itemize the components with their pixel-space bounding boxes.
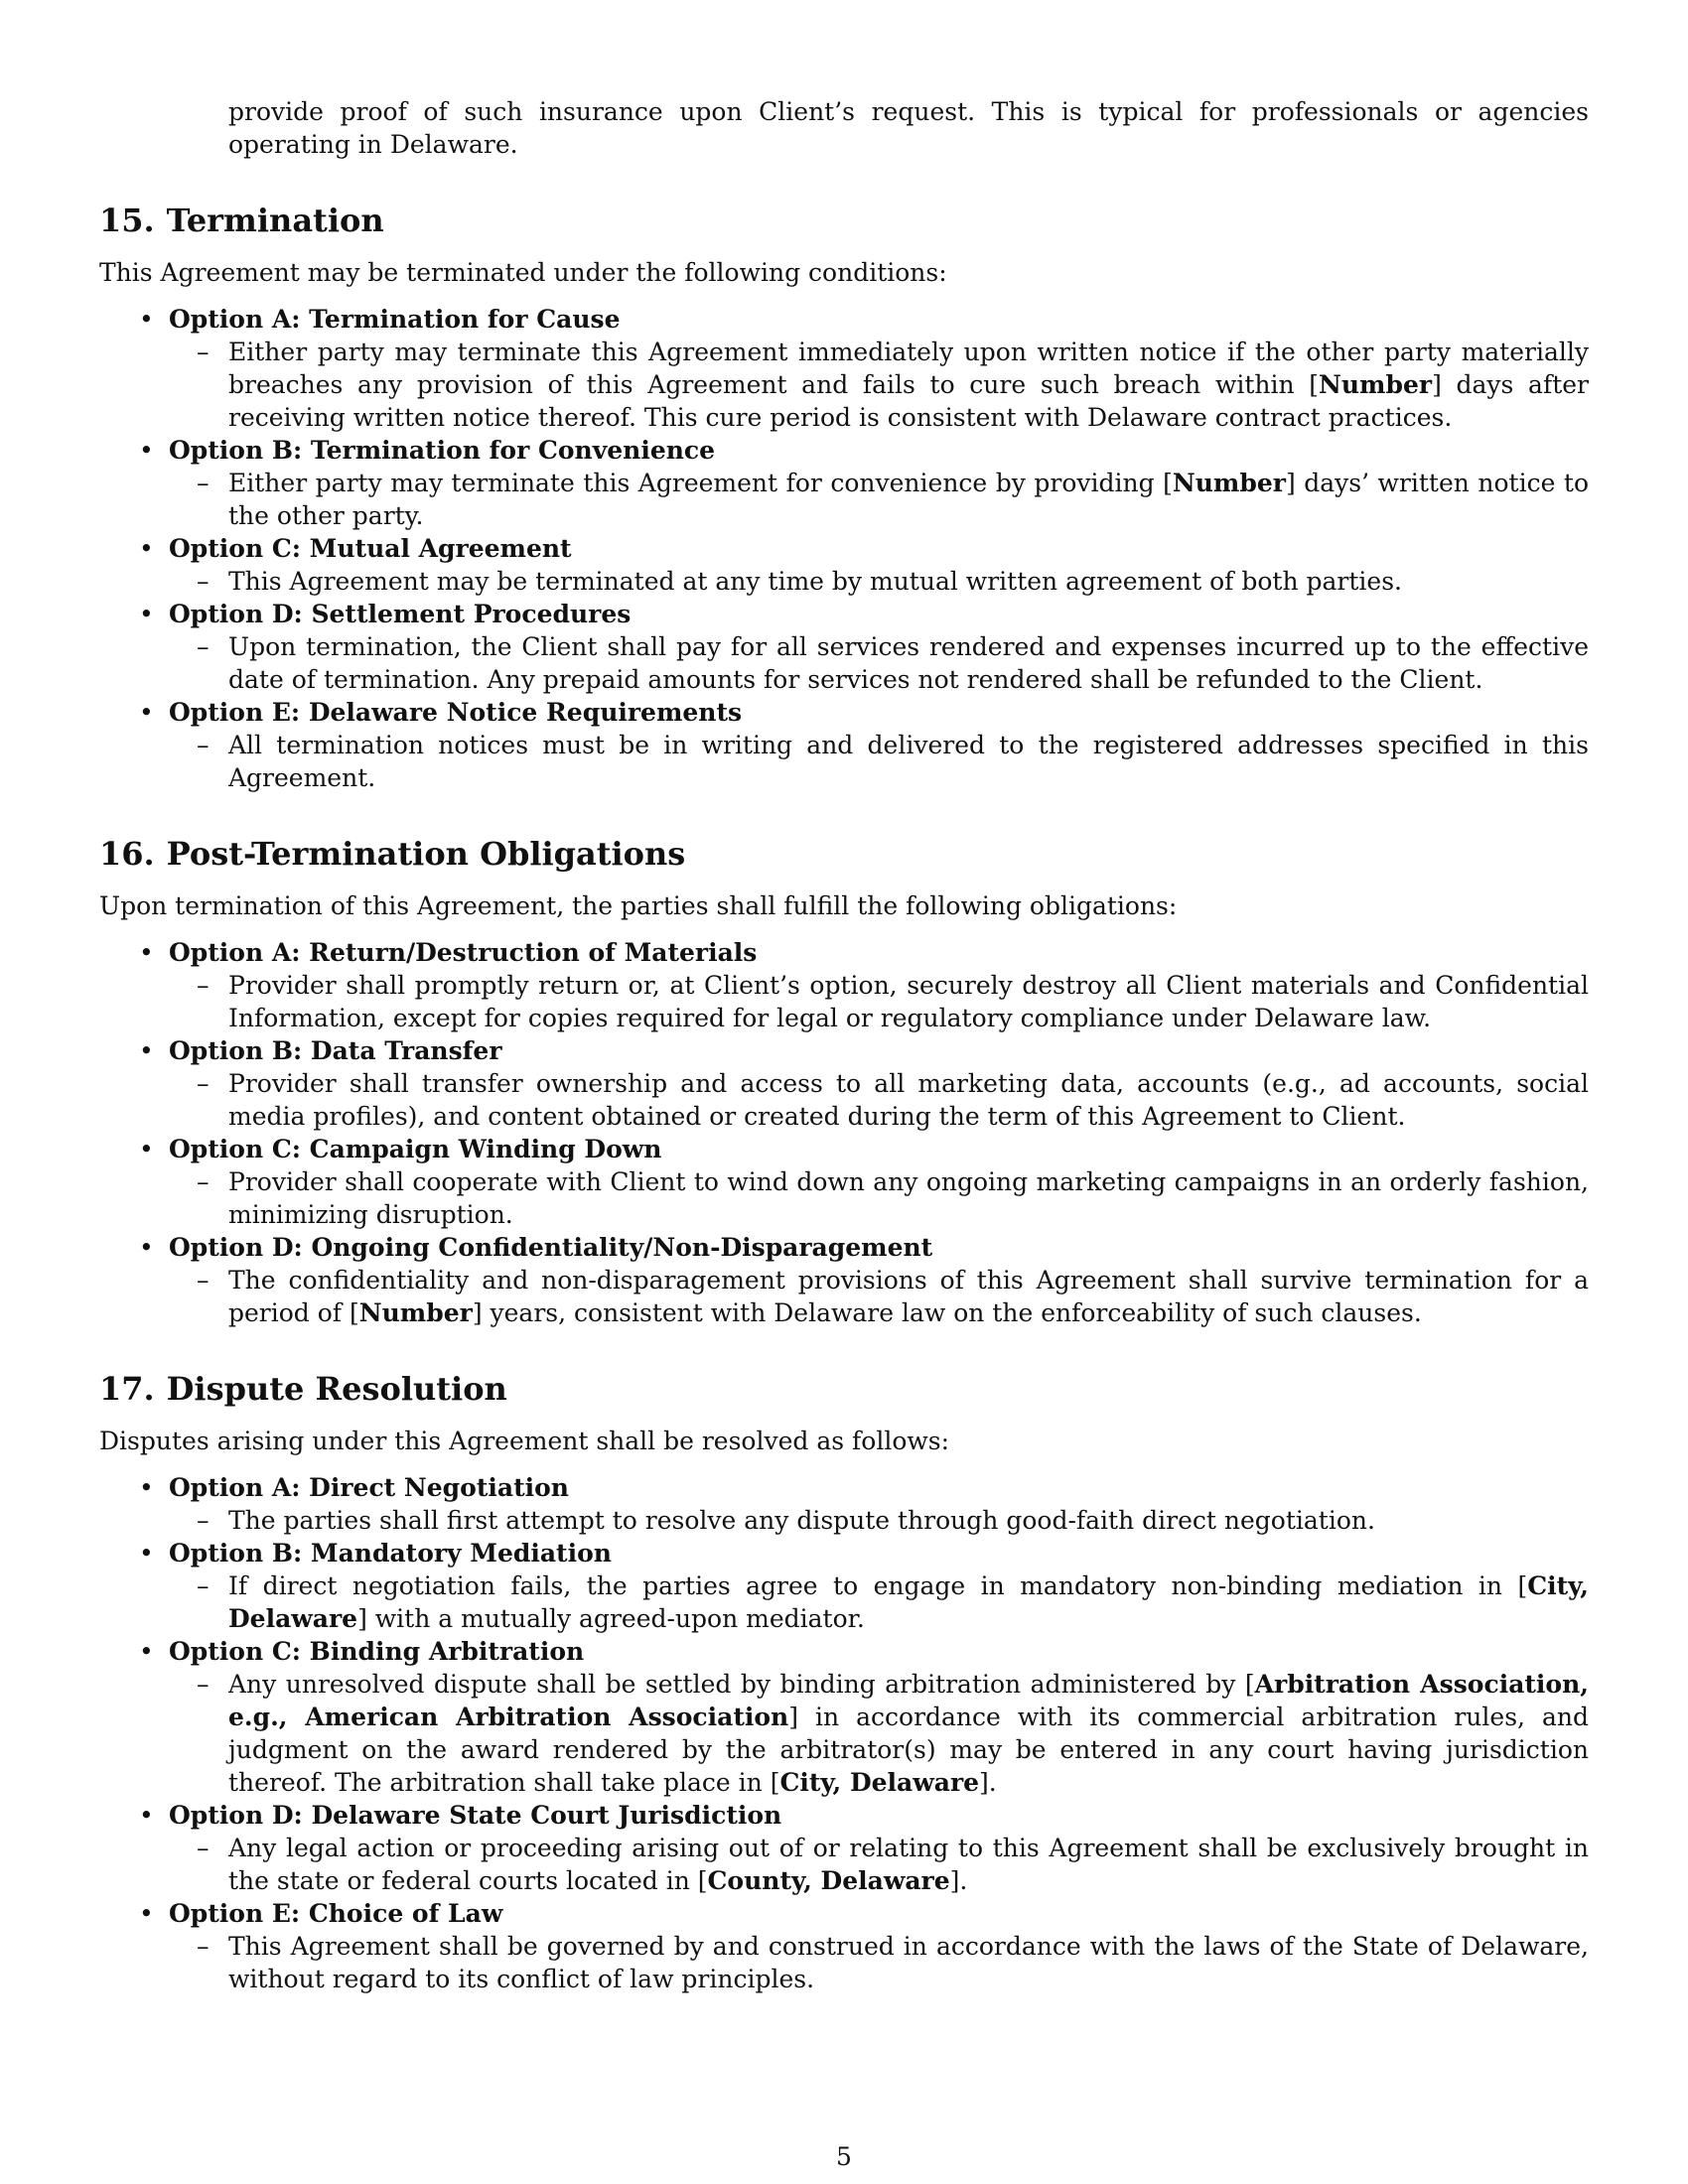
list-item: • Option E: Choice of Law – This Agreement shall be governed by and construed in accordance with the laws of the State of Delaware, without regard to its conflict of law principles. <box>139 1899 1589 1993</box>
option-title: Option D: Ongoing Confidentiality/Non-Disparagement <box>169 1233 933 1262</box>
option-title: Option A: Return/Destruction of Materials <box>169 938 758 967</box>
option-text: – Provider shall transfer ownership and access to all marketing data, accounts (e.g., ad accounts, social media profiles), and content obtained or created during the term of this Agreement to Client. <box>197 1069 1589 1131</box>
option-text: – Either party may terminate this Agreement for convenience by providing [Number] days’ written notice to the other party. <box>197 469 1589 530</box>
list-item: • Option B: Data Transfer – Provider shall transfer ownership and access to all marketing data, accounts (e.g., ad accounts, social media profiles), and content obtained or created during the term of this Agreement to Client. <box>139 1036 1589 1131</box>
section-termination <box>99 201 1589 794</box>
continuation-paragraph: provide proof of such insurance upon Client’s request. This is typical for professionals or agencies operating in Delaware. <box>228 97 1589 159</box>
option-text: – This Agreement may be terminated at any time by mutual written agreement of both parties. <box>197 567 1402 596</box>
list-item: • Option C: Campaign Winding Down – Provider shall cooperate with Client to wind down any ongoing marketing campaigns in an orderly fashion, minimizing disruption. <box>139 1135 1589 1229</box>
option-title: Option C: Campaign Winding Down <box>169 1135 662 1163</box>
document-page <box>99 95 1589 1995</box>
option-text: – All termination notices must be in writing and delivered to the registered addresses specified in this Agreement. <box>197 731 1589 792</box>
option-text: – Provider shall cooperate with Client to wind down any ongoing marketing campaigns in an orderly fashion, minimizing disruption. <box>197 1167 1589 1229</box>
list-item: • Option D: Delaware State Court Jurisdiction – Any legal action or proceeding arising out of or relating to this Agreement shall be exclusively brought in the state or federal courts located in [County, Delaware]. <box>139 1801 1589 1895</box>
option-text: – The confidentiality and non-disparagement provisions of this Agreement shall survive termination for a period of [Number] years, consistent with Delaware law on the enforceability of such clauses. <box>197 1266 1589 1327</box>
list-item: • Option C: Mutual Agreement – This Agreement may be terminated at any time by mutual written agreement of both parties. <box>99 532 1589 598</box>
option-title: Option B: Data Transfer <box>169 1036 502 1065</box>
option-title: Option A: Termination for Cause <box>169 305 621 334</box>
option-title: Option C: Mutual Agreement <box>169 534 572 563</box>
section-heading: 16. Post-Termination Obligations <box>99 835 686 873</box>
option-title: Option B: Termination for Convenience <box>169 436 716 465</box>
list-item: • Option A: Direct Negotiation – The parties shall first attempt to resolve any dispute through good-faith direct negotiation. <box>99 1471 1589 1537</box>
option-title: Option E: Delaware Notice Requirements <box>169 698 743 727</box>
page-number: 5 <box>836 2142 852 2171</box>
option-title: Option C: Binding Arbitration <box>169 1637 585 1666</box>
option-text: – Either party may terminate this Agreement immediately upon written notice if the other party materially breaches any provision of this Agreement and fails to cure such breach within [Number] days after receiving written notice thereof. This cure period is consistent with Delaware contract practices. <box>197 338 1589 432</box>
section-dispute-resolution <box>99 1369 1589 1995</box>
list-item: • Option A: Termination for Cause – Either party may terminate this Agreement immediately upon written notice if the other party materially breaches any provision of this Agreement and fails to cure such breach within [Number] days after receiving written notice thereof. This cure period is consistent with Delaware contract practices. <box>139 305 1589 432</box>
option-text: – Any unresolved dispute shall be settled by binding arbitration administered by [Arbitration Association, e.g., American Arbitration Association] in accordance with its commercial arbitration rules, and judgment on the award rendered by the arbitrator(s) may be entered in any court having jurisdiction thereof. The arbitration shall take place in [City, Delaware]. <box>197 1670 1589 1797</box>
option-text: – Provider shall promptly return or, at Client’s option, securely destroy all Client materials and Confidential Information, except for copies required for legal or regulatory compliance under Delaware law. <box>197 971 1589 1032</box>
section-heading: 17. Dispute Resolution <box>99 1370 507 1408</box>
list-item: • Option E: Delaware Notice Requirements – All termination notices must be in writing and delivered to the registered addresses specified in this Agreement. <box>139 698 1589 792</box>
option-title: Option E: Choice of Law <box>169 1899 503 1928</box>
section-intro: Upon termination of this Agreement, the parties shall fulfill the following obligations: <box>99 891 1178 920</box>
section-post-termination <box>99 834 1589 1329</box>
option-title: Option D: Delaware State Court Jurisdiction <box>169 1801 782 1830</box>
list-item: • Option D: Ongoing Confidentiality/Non-Disparagement – The confidentiality and non-disparagement provisions of this Agreement shall survive termination for a period of [Number] years, consistent with Delaware law on the enforceability of such clauses. <box>139 1233 1589 1327</box>
list-item: • Option B: Mandatory Mediation – If direct negotiation fails, the parties agree to engage in mandatory non-binding mediation in [City, Delaware] with a mutually agreed-upon mediator. <box>139 1539 1589 1633</box>
list-item: • Option D: Settlement Procedures – Upon termination, the Client shall pay for all services rendered and expenses incurred up to the effective date of termination. Any prepaid amounts for services not rendered shall be refunded to the Client. <box>139 600 1589 694</box>
option-title: Option B: Mandatory Mediation <box>169 1539 612 1568</box>
list-item: • Option B: Termination for Convenience – Either party may terminate this Agreement for convenience by providing [Number] days’ written notice to the other party. <box>139 436 1589 530</box>
option-title: Option D: Settlement Procedures <box>169 600 632 628</box>
option-title: Option A: Direct Negotiation <box>169 1473 569 1502</box>
option-text: – This Agreement shall be governed by and construed in accordance with the laws of the State of Delaware, without regard to its conflict of law principles. <box>197 1932 1589 1993</box>
option-text: – Any legal action or proceeding arising out of or relating to this Agreement shall be exclusively brought in the state or federal courts located in [County, Delaware]. <box>197 1834 1589 1895</box>
option-text: – Upon termination, the Client shall pay for all services rendered and expenses incurred up to the effective date of termination. Any prepaid amounts for services not rendered shall be refunded to the Client. <box>197 632 1589 694</box>
option-text: – If direct negotiation fails, the parties agree to engage in mandatory non-binding mediation in [City, Delaware] with a mutually agreed-upon mediator. <box>197 1571 1589 1633</box>
section-intro: Disputes arising under this Agreement shall be resolved as follows: <box>99 1427 950 1455</box>
list-item: • Option C: Binding Arbitration – Any unresolved dispute shall be settled by binding arbitration administered by [Arbitration Association, e.g., American Arbitration Association] in accordance with its commercial arbitration rules, and judgment on the award rendered by the arbitrator(s) may be entered in any court having jurisdiction thereof. The arbitration shall take place in [City, Delaware]. <box>139 1637 1589 1797</box>
list-item: • Option A: Return/Destruction of Materials – Provider shall promptly return or, at Client’s option, securely destroy all Client materials and Confidential Information, except for copies required for legal or regulatory compliance under Delaware law. <box>139 938 1589 1032</box>
section-heading: 15. Termination <box>99 202 384 239</box>
options-list <box>99 303 1589 794</box>
options-list <box>99 1471 1589 1995</box>
options-list <box>99 936 1589 1329</box>
option-text: – The parties shall first attempt to resolve any dispute through good-faith direct negotiation. <box>197 1506 1375 1535</box>
section-intro: This Agreement may be terminated under the following conditions: <box>99 258 947 287</box>
